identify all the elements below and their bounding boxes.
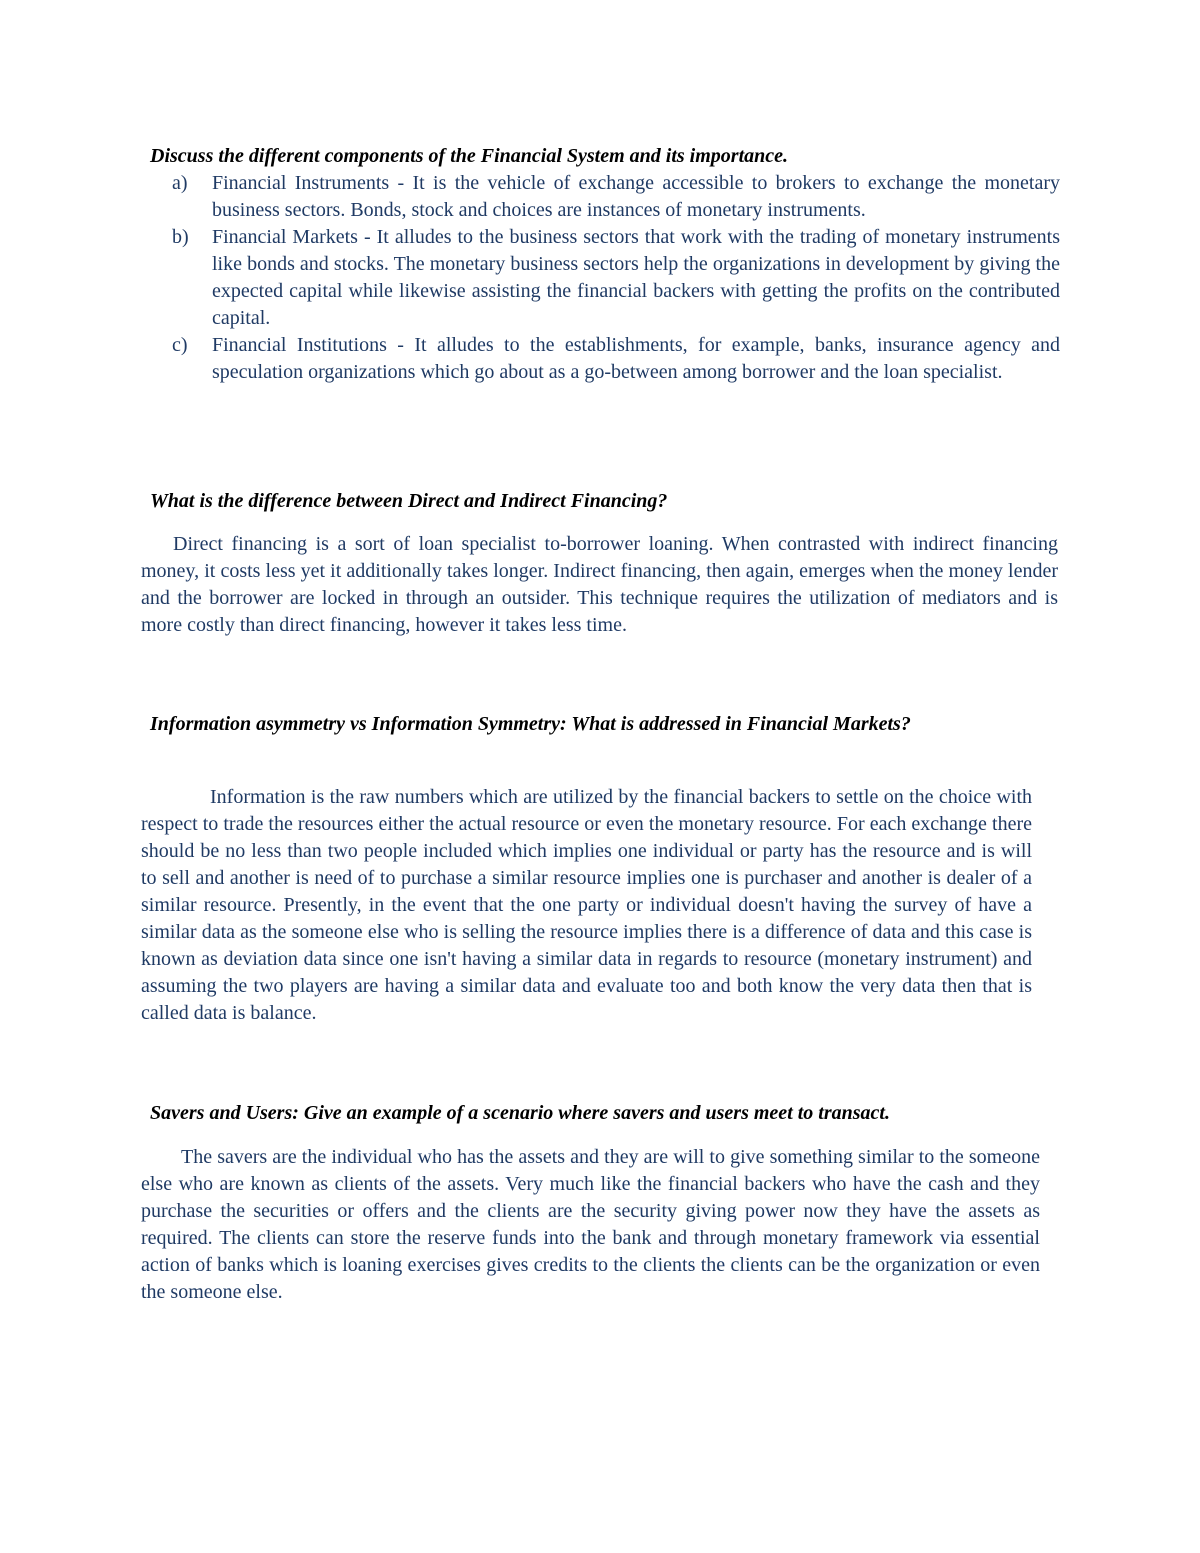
list-marker: b) [172,226,189,248]
heading-savers-users: Savers and Users: Give an example of a scenario where savers and users meet to transact. [150,1102,890,1124]
heading-information-asymmetry: Information asymmetry vs Information Symmetry: What is addressed in Financial Markets? [150,713,911,735]
list-item-text: Financial Institutions - It alludes to the establishments, for example, banks, insurance agency and speculation organizations which go about as a go-between among borrower and the loan specialist. [212,334,1060,383]
heading-direct-indirect-financing: What is the difference between Direct and Indirect Financing? [150,490,668,512]
list-item [172,224,1060,332]
list-item [172,332,1060,386]
list-item-text: Financial Instruments - It is the vehicle of exchange accessible to brokers to exchange the monetary business sectors. Bonds, stock and choices are instances of monetary instruments. [212,172,1060,221]
heading-financial-system-components: Discuss the different components of the Financial System and its importance. [150,145,789,167]
paragraph-direct-indirect-financing: Direct financing is a sort of loan specialist to-borrower loaning. When contrasted with indirect financing money, it costs less yet it additionally takes longer. Indirect financing, then again, emerges when the money lender and the borrower are locked in through an outsider. This technique requires the utilization of mediators and is more costly than direct financing, however it takes less time. [141,533,1058,636]
list-marker: c) [172,334,188,356]
list-item-text: Financial Markets - It alludes to the business sectors that work with the trading of monetary instruments like bonds and stocks. The monetary business sectors help the organizations in development by giving the expected capital while likewise assisting the financial backers with getting the profits on the contributed capital. [212,226,1060,329]
components-list [172,170,1060,386]
list-marker: a) [172,172,188,194]
paragraph-savers-users: The savers are the individual who has the assets and they are will to give something similar to the someone else who are known as clients of the assets. Very much like the financial backers who have the cash and they purchase the securities or offers and the clients are the security giving power now they have the assets as required. The clients can store the reserve funds into the bank and through monetary framework via essential action of banks which is loaning exercises gives credits to the clients the clients can be the organization or even the someone else. [141,1146,1040,1303]
paragraph-information-asymmetry: Information is the raw numbers which are utilized by the financial backers to settle on the choice with respect to trade the resources either the actual resource or even the monetary resource. For each exchange there should be no less than two people included which implies one individual or party has the resource and is will to sell and another is need of to purchase a similar resource implies one is purchaser and another is dealer of a similar resource. Presently, in the event that the one party or individual doesn't having the survey of have a similar data as the someone else who is selling the resource implies there is a difference of data and this case is known as deviation data since one isn't having a similar data in regards to resource (monetary instrument) and assuming the two players are having a similar data and evaluate too and both know the very data then that is called data is balance. [141,786,1032,1024]
list-item [172,170,1060,224]
